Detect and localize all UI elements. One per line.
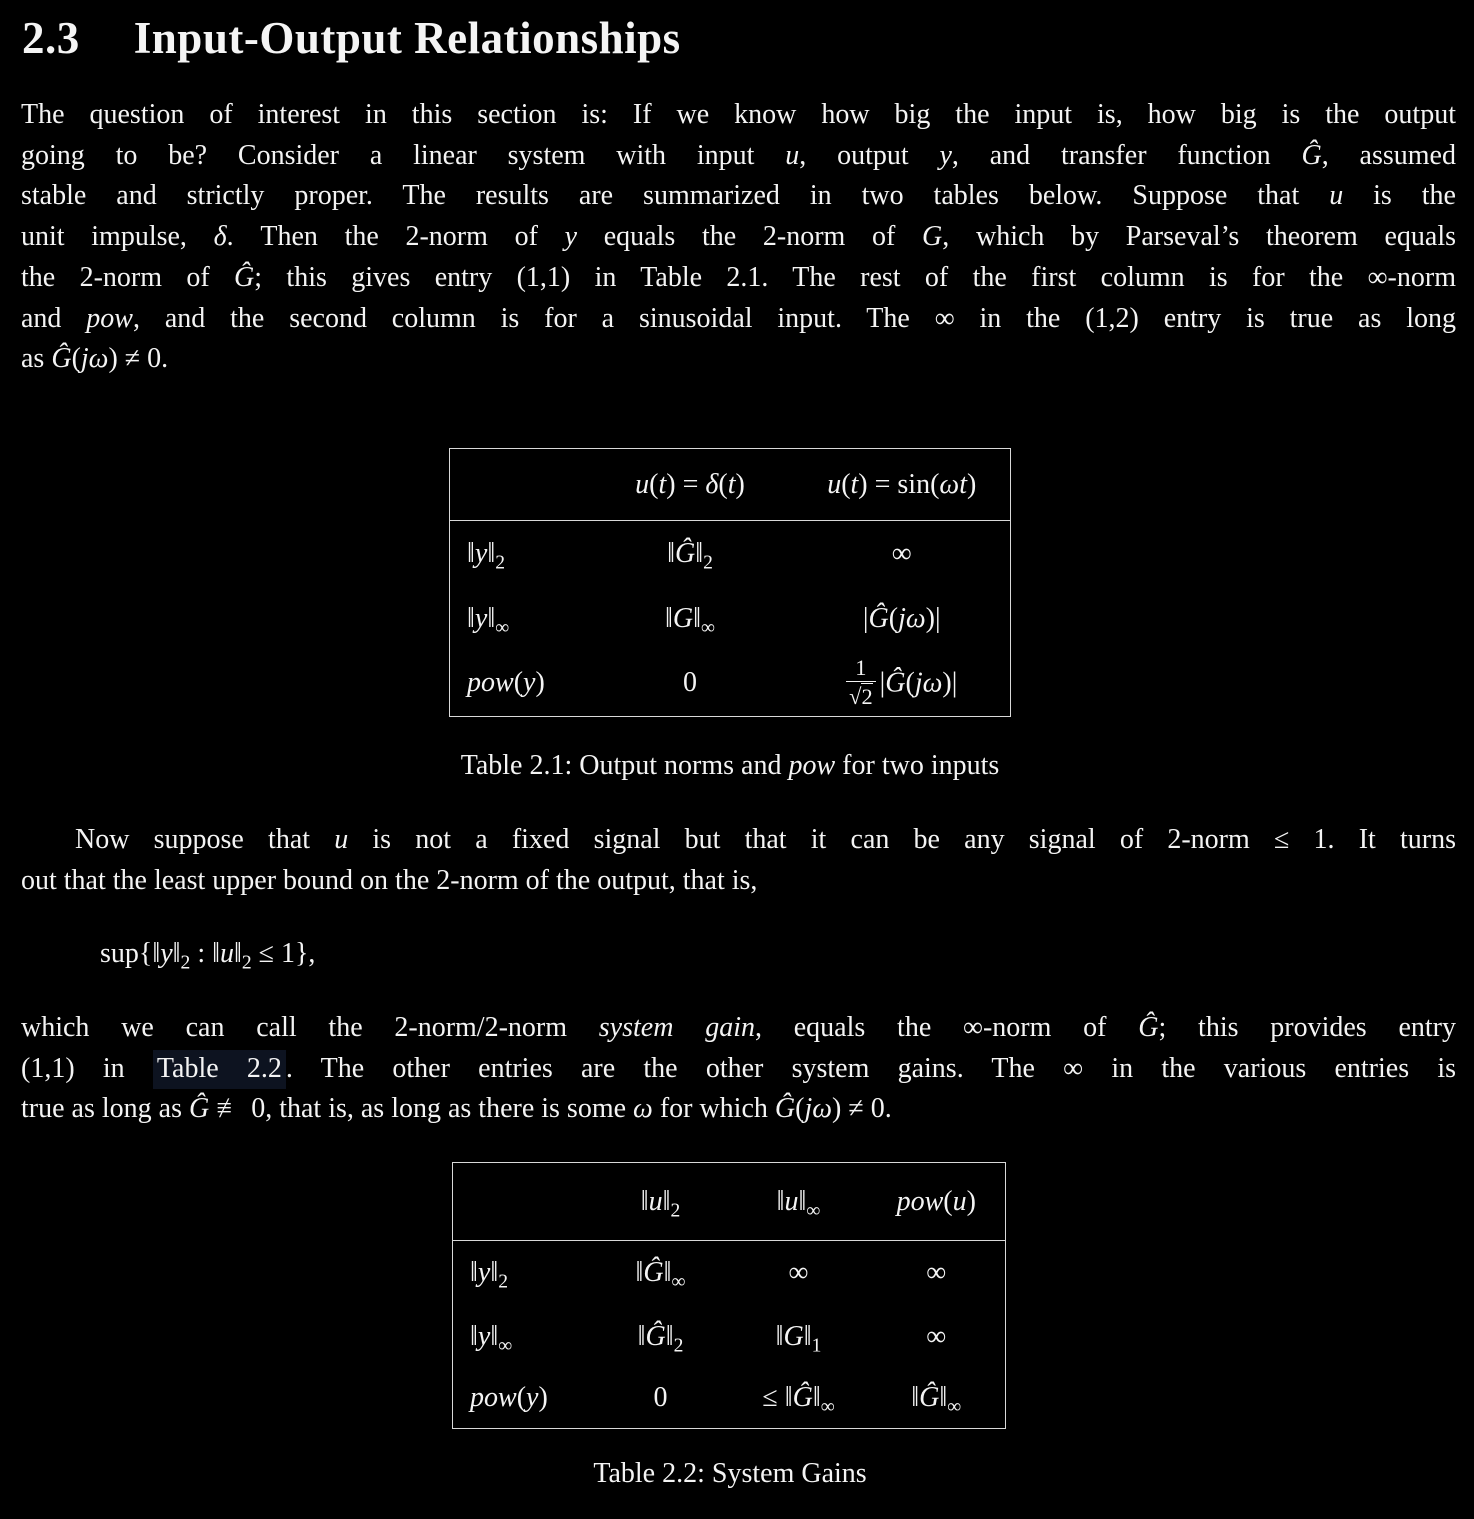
row-label-pow-y: pow(y) (470, 1382, 548, 1414)
text-line: out that the least upper bound on the 2-norm of the output, that is, (21, 864, 758, 896)
row-label-y-infnorm: $‖y‖_\infty$ (467, 602, 510, 639)
table-cell: ∞ (926, 1257, 947, 1289)
table-cell: $‖Ĝ‖_\infty$ (911, 1382, 962, 1418)
table-2-1-output-norms (449, 448, 1011, 717)
row-label-pow-y: pow(y) (467, 667, 545, 699)
table-corner-cell (450, 449, 587, 521)
table-corner-cell (453, 1163, 592, 1241)
text-line: the 2-norm of Ĝ; this gives entry (1,1) in Table 2.1. The rest of the first column is for the ∞-norm (21, 261, 1456, 293)
section-title: Input-Output Relationships (133, 13, 681, 63)
text-line (21, 1049, 1456, 1090)
text-line: stable and strictly proper. The results are summarized in two tables below. Suppose that u is the (21, 180, 1456, 212)
text-line: The question of interest in this section is: If we know how big the input is, how big is the output (21, 99, 1456, 130)
table-cell: ≤ $‖Ĝ‖_\infty$ (762, 1382, 835, 1418)
paragraph-sup-intro (21, 820, 1456, 901)
table-cell: $\frac{1}{√2}$ |Ĝ(jω)| (794, 651, 1011, 717)
table-cell: $‖G‖_1$ (775, 1321, 822, 1357)
text-line: Now suppose that u is not a fixed signal but that it can be any signal of 2-norm ≤ 1. It turns (75, 824, 1457, 855)
table-cell: ∞ (788, 1257, 809, 1289)
text-line: as Ĝ(jω) ≠ 0. (21, 343, 169, 375)
paragraph-system-gain (21, 1008, 1456, 1130)
row-label-y-2norm: $‖y‖_2$ (467, 537, 505, 574)
section-heading (22, 12, 681, 64)
text-segment: (1,1) in (21, 1052, 153, 1084)
table-cell: $‖Ĝ‖_2$ (637, 1321, 684, 1357)
table-cell: 0 (653, 1382, 668, 1414)
table-2-2-caption: Table 2.2: System Gains (593, 1458, 867, 1489)
text-line: which we can call the 2-norm/2-norm system gain, equals the ∞-norm of Ĝ; this provides entry (21, 1012, 1456, 1043)
row-label-y-2norm: $‖y‖_2$ (470, 1257, 508, 1293)
table-cell: $‖G‖_\infty$ (665, 602, 715, 639)
table-cell: ∞ (891, 537, 912, 569)
table-2-1-caption: Table 2.1: Output norms and pow for two inputs (460, 750, 1000, 781)
text-segment: . The other entries are the other system gains. The ∞ in the various entries is (285, 1052, 1456, 1084)
text-line: and pow, and the second column is for a sinusoidal input. The ∞ in the (1,2) entry is true as long (21, 302, 1456, 334)
table-2-2-link[interactable]: Table 2.2 (153, 1050, 286, 1089)
table-cell: ∞ (926, 1321, 947, 1352)
column-header-impulse-input: u(t) = δ(t) (587, 449, 794, 521)
paragraph-intro (21, 95, 1456, 380)
sup-norm-formula: $sup\{‖y‖_2$ : $‖u‖_2 \le 1$}, (100, 938, 316, 974)
column-header-u-2norm: $‖u‖_2$ (592, 1163, 730, 1241)
section-number: 2.3 (22, 13, 80, 63)
text-line: going to be? Consider a linear system with input u, output y, and transfer function Ĝ, assumed (21, 139, 1456, 171)
table-cell: $‖Ĝ‖_\infty$ (635, 1257, 686, 1293)
text-line: true as long as Ĝ ≢ 0, that is, as long as there is some ω for which Ĝ(jω) ≠ 0. (21, 1093, 892, 1125)
column-header-u-infnorm: $‖u‖_\infty$ (730, 1163, 868, 1241)
column-header-sinusoid-input: u(t) = sin(ωt) (794, 449, 1011, 521)
table-cell: |Ĝ(jω)| (862, 602, 941, 634)
text-line: unit impulse, δ. Then the 2-norm of y equals the 2-norm of G, which by Parseval’s theorem equals (21, 221, 1456, 253)
column-header-pow-u: pow(u) (868, 1163, 1006, 1241)
table-cell: $‖Ĝ‖_2$ (667, 537, 713, 574)
row-label-y-infnorm: $‖y‖_\infty$ (470, 1321, 513, 1357)
table-cell: 0 (683, 667, 697, 699)
table-2-2-system-gains (452, 1162, 1006, 1429)
